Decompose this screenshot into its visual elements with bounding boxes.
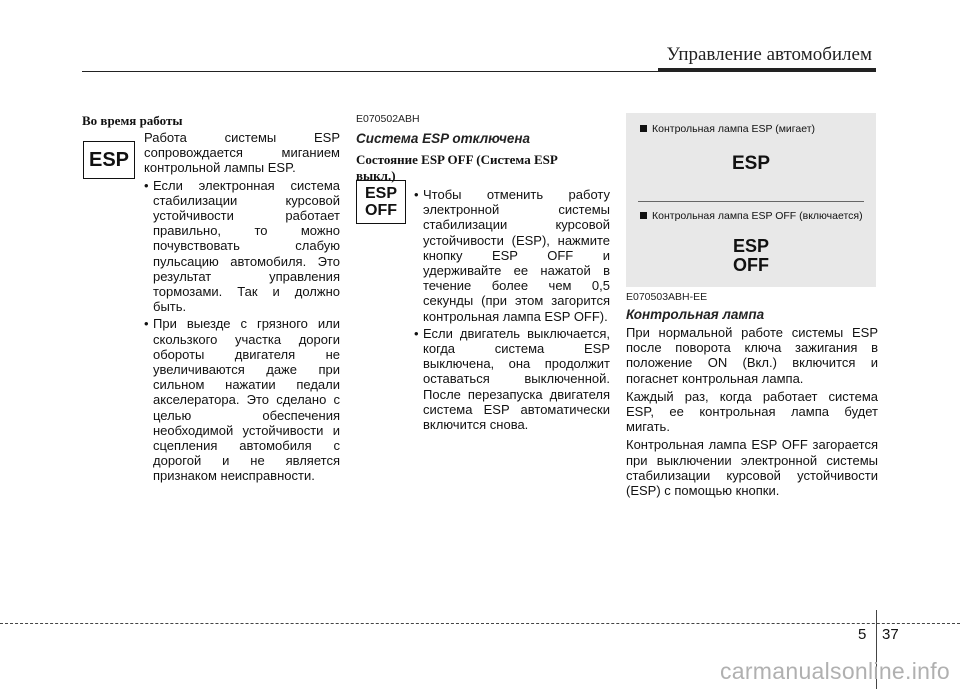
section-heading-indicator-lamp: Контрольная лампа bbox=[626, 307, 765, 322]
footer-rule bbox=[0, 623, 960, 624]
esp-off-indicator-icon bbox=[356, 180, 406, 224]
esp-indicator-icon: ESP bbox=[83, 141, 135, 179]
paragraph: Каждый раз, когда работает система ESP, ее контрольная лампа будет мигать. bbox=[626, 388, 878, 435]
box-divider bbox=[638, 201, 864, 202]
list-item: • Если двигатель выключается, когда система ESP выключена, она продолжит оставаться выключенной. После перезапуска двигателя система ESP автоматически включится снова. bbox=[414, 326, 610, 432]
column-during-operation bbox=[82, 113, 340, 486]
column-esp-off bbox=[356, 113, 610, 434]
paragraph: Контрольная лампа ESP OFF загорается при выключении электронной системы стабилизации курсовой устойчивости (ESP) с помощью кнопки. bbox=[626, 437, 878, 499]
section-code: E070503ABH-EE bbox=[626, 291, 708, 303]
subheading-esp-off-state: Состояние ESP OFF (Система ESP выкл.) bbox=[356, 152, 558, 183]
box-esp-symbol: ESP bbox=[731, 153, 771, 174]
indicator-lamp-illustration bbox=[626, 113, 876, 287]
esp-off-icon-line1: ESP bbox=[364, 185, 397, 202]
square-bullet-icon bbox=[640, 125, 647, 132]
page-number: 37 bbox=[882, 626, 899, 643]
box-label-esp-off-on: Контрольная лампа ESP OFF (включается) bbox=[640, 210, 863, 222]
list-item: • Чтобы отменить работу электронной системы стабилизации курсовой устойчивости (ESP), нажмите кнопку ESP OFF и удерживайте ее нажатой в течение более чем 0,5 секунды (при этом загорится контрольная лампа ESP OFF). bbox=[414, 187, 610, 324]
intro-paragraph: Работа системы ESP сопровождается миганием контрольной лампы ESP. bbox=[144, 130, 340, 176]
operation-bullet-list bbox=[82, 178, 340, 484]
list-item: • Если электронная система стабилизации курсовой устойчивости работает правильно, то можно почувствовать слабую пульсацию автомобиля. Это результат управления тормозами. Так и должно быть. bbox=[144, 178, 340, 315]
chapter-number: 5 bbox=[858, 626, 867, 643]
list-item: • При выезде с грязного или скользкого участка дороги обороты двигателя не увеличиваются даже при сильном нажатии педали акселератора. Это сделано с целью обеспечения необходимой устойчивости и сцепления автомобиля с дорогой и не является признаком неисправности. bbox=[144, 316, 340, 483]
box-label-esp-blinking: Контрольная лампа ESP (мигает) bbox=[640, 123, 815, 135]
section-code: E070502ABH bbox=[356, 113, 420, 125]
page-header-title: Управление автомобилем bbox=[666, 44, 872, 65]
paragraph: При нормальной работе системы ESP после поворота ключа зажигания в положение ON (Вкл.) включится и погаснет контрольная лампа. bbox=[626, 325, 878, 386]
box-esp-off-symbol: ESP OFF bbox=[732, 236, 770, 275]
column-indicator-lamp bbox=[626, 291, 878, 501]
header-accent-bar bbox=[658, 68, 876, 72]
esp-off-icon-line2: OFF bbox=[365, 202, 397, 219]
section-heading-during-operation: Во время работы bbox=[82, 113, 183, 128]
square-bullet-icon bbox=[640, 212, 647, 219]
section-heading-esp-off: Система ESP отключена bbox=[356, 131, 531, 146]
watermark: carmanualsonline.info bbox=[719, 658, 950, 684]
